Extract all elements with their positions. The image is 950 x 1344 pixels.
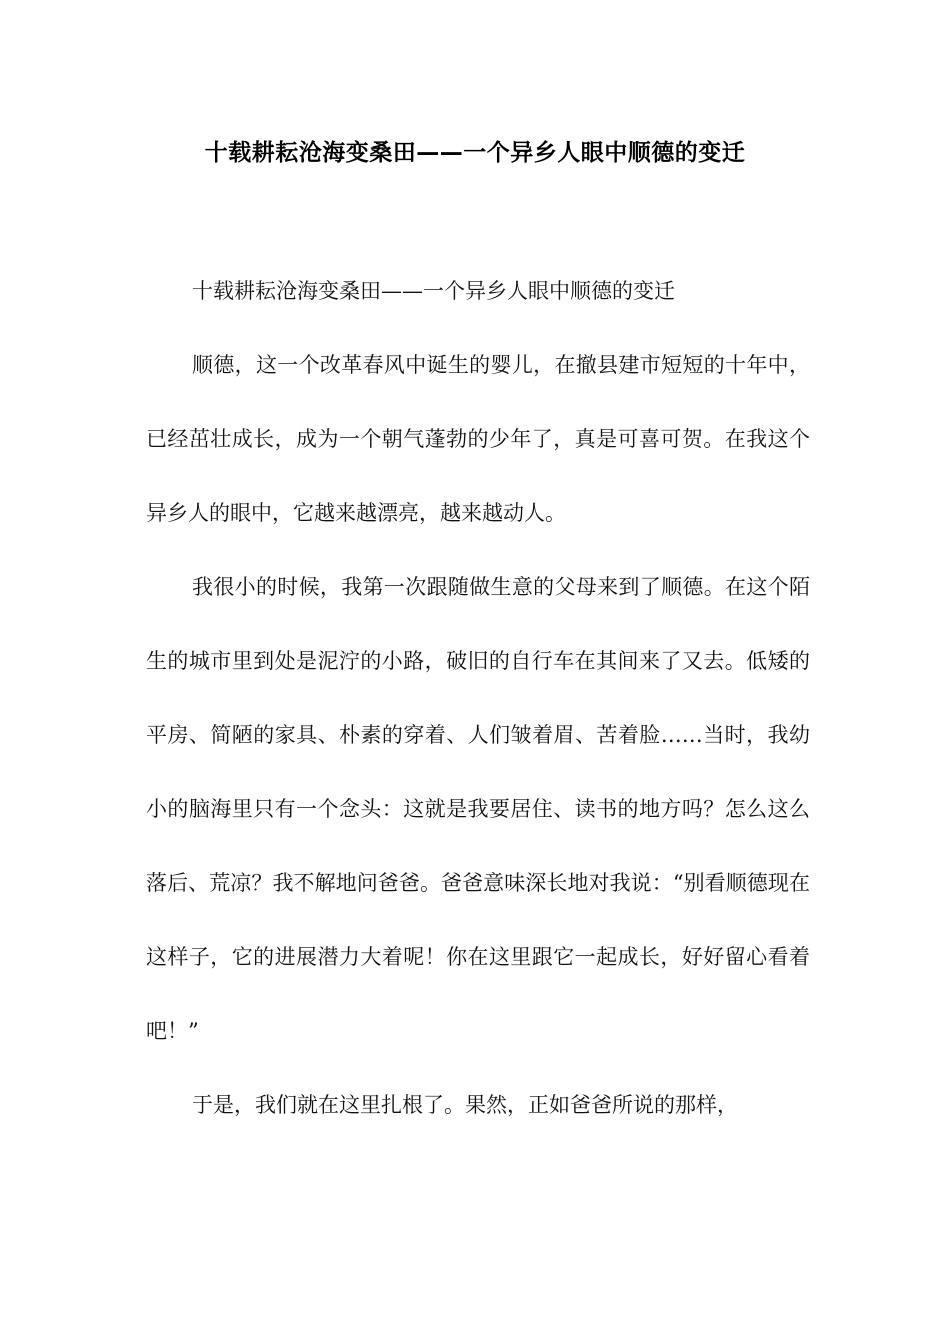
- paragraph-settle: 于是，我们就在这里扎根了。果然，正如爸爸所说的那样，: [192, 1093, 738, 1117]
- paragraph-intro: 顺德，这一个改革春风中诞生的婴儿，在撤县建市短短的十年中，已经茁壮成长，成为一个朝气蓬勃的少年了，真是可喜可贺。在我这个异乡人的眼中，它越来越漂亮，越来越动人。: [146, 353, 810, 525]
- paragraph-subtitle: 十载耕耘沧海变桑田——一个异乡人眼中顺德的变迁: [192, 279, 675, 303]
- document-body: [146, 254, 810, 1142]
- document-title: 十载耕耘沧海变桑田——一个异乡人眼中顺德的变迁: [204, 140, 746, 166]
- paragraph-childhood: 我很小的时候，我第一次跟随做生意的父母来到了顺德。在这个陌生的城市里到处是泥泞的小路，破旧的自行车在其间来了又去。低矮的平房、简陋的家具、朴素的穿着、人们皱着眉、苦着脸……当时，我幼小的脑海里只有一个念头：这就是我要居住、读书的地方吗？怎么这么落后、荒凉？我不解地问爸爸。爸爸意味深长地对我说：“别看顺德现在这样子，它的进展潜力大着呢！你在这里跟它一起成长，好好留心看着吧！”: [146, 575, 810, 1043]
